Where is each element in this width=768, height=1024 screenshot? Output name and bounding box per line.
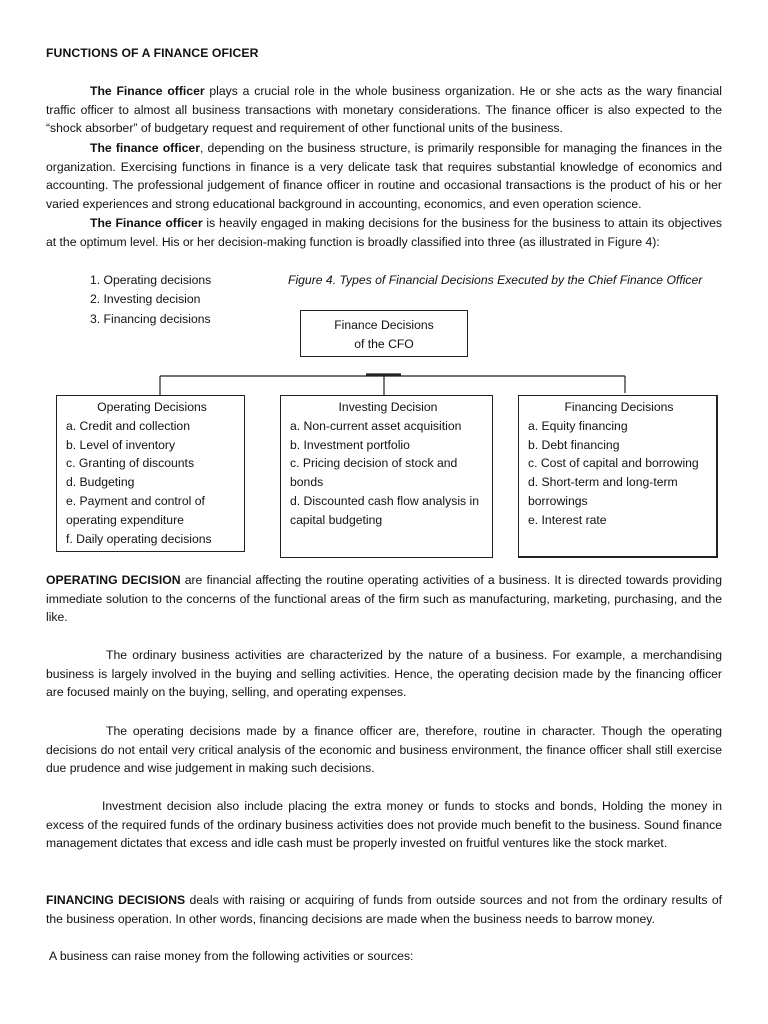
- paragraph-sources-intro: A business can raise money from the following activities or sources:: [49, 949, 414, 963]
- paragraph-ordinary-activities: The ordinary business activities are characterized by the nature of a business. For example, a merchandising business is largely involved in the buying and selling activities. Hence, the operating decision made by the financing officer are focused mainly on the buying, selling, and operating expenses.: [46, 648, 722, 700]
- figure-caption: Figure 4. Types of Financial Decisions Executed by the Chief Finance Officer: [288, 273, 703, 287]
- list-item: 3. Financing decisions: [90, 311, 211, 326]
- paragraph-finance-officer-role: [46, 82, 722, 138]
- list-item: 2. Investing decision: [90, 292, 201, 307]
- financing-decisions-box: [518, 395, 718, 558]
- paragraph-body: is heavily engaged in making decisions for the business for the business to attain its objectives at the optimum level. His or her decision-making function is broadly classified into three (as illustrated in Figure 4):: [46, 216, 723, 249]
- paragraph-lead: The Finance officer: [90, 216, 203, 230]
- investing-decision-box: [280, 395, 493, 558]
- document-title: FUNCTIONS OF A FINANCE OFICER: [46, 46, 259, 60]
- box-item: c. Cost of capital and borrowing: [528, 456, 699, 471]
- box-header: Investing Decision: [338, 400, 438, 414]
- paragraph-body: deals with raising or acquiring of funds from outside sources and not from the ordinary results of the business operation. In other words, financing decisions are made when the business needs to barrow money.: [46, 893, 722, 926]
- diagram-root-box: [300, 310, 468, 357]
- box-item: f. Daily operating decisions: [66, 531, 212, 546]
- box-header: Operating Decisions: [97, 400, 207, 414]
- paragraph-body: are financial affecting the routine operating activities of a business. It is directed towards providing immediate solution to the concerns of the functional areas of the firm such as manufacturing, marketing, purchasing, and the like.: [46, 573, 722, 625]
- box-item: a. Credit and collection: [66, 418, 190, 433]
- box-item: d. Short-term and long-term borrowings: [528, 475, 678, 508]
- paragraph-lead: FINANCING DECISIONS: [46, 893, 186, 907]
- box-item: c. Pricing decision of stock and bonds: [290, 456, 458, 490]
- box-item: c. Granting of discounts: [66, 456, 195, 471]
- box-item: e. Payment and control of operating expenditure: [66, 493, 205, 527]
- paragraph-financing-decisions: [46, 891, 722, 928]
- paragraph-body: plays a crucial role in the whole business organization. He or she acts as the wary financial traffic officer to almost all business transactions with monetary considerations. The finance officer is also expected to the “shock absorber” of budgetary request and requirement of other functional units of the business.: [46, 84, 722, 136]
- operating-decisions-box: [56, 395, 245, 552]
- paragraph-lead: The finance officer: [90, 141, 200, 155]
- paragraph-finance-officer-responsibility: [46, 139, 722, 214]
- paragraph-decision-making: [46, 214, 722, 251]
- paragraph-routine-decisions: The operating decisions made by a finance officer are, therefore, routine in character. Though the operating decisions do not entail very critical analysis of the economic and business environment, the finance officer shall still exercise due prudence and wise judgement in making such decisions.: [46, 724, 722, 776]
- box-item: b. Debt financing: [528, 437, 620, 452]
- paragraph-operating-decision: [46, 571, 722, 627]
- paragraph-lead: OPERATING DECISION: [46, 573, 181, 587]
- paragraph-investment-decision: Investment decision also include placing the extra money or funds to stocks and bonds, Holding the money in excess of the required funds of the ordinary business activities does not provide much benefit to the business. Sound finance management dictates that excess and idle cash must be properly invested on fruitful ventures like the stock market.: [46, 799, 722, 851]
- list-item: 1. Operating decisions: [90, 273, 212, 287]
- box-item: b. Investment portfolio: [290, 437, 410, 452]
- box-item: b. Level of inventory: [66, 437, 176, 452]
- decision-types-list: [90, 271, 211, 329]
- box-item: d. Budgeting: [66, 475, 135, 490]
- box-item: a. Equity financing: [528, 418, 628, 433]
- paragraph-lead: The Finance officer: [90, 84, 205, 98]
- box-item: e. Interest rate: [528, 512, 607, 527]
- box-header: Financing Decisions: [564, 400, 674, 414]
- diagram-root-line1: Finance Decisions: [334, 318, 434, 332]
- diagram-root-line2: of the CFO: [354, 336, 414, 351]
- box-item: a. Non-current asset acquisition: [290, 418, 462, 433]
- box-item: d. Discounted cash flow analysis in capital budgeting: [290, 493, 480, 527]
- paragraph-body: , depending on the business structure, is primarily responsible for managing the finances in the organization. Exercising functions in finance is a very delicate task that requires substantial knowledge of economics and accounting. The professional judgement of finance officer in routine and occasional transactions is the product of his or her varied experiences and strong educational background in accounting, economics, and even operation science.: [46, 141, 723, 212]
